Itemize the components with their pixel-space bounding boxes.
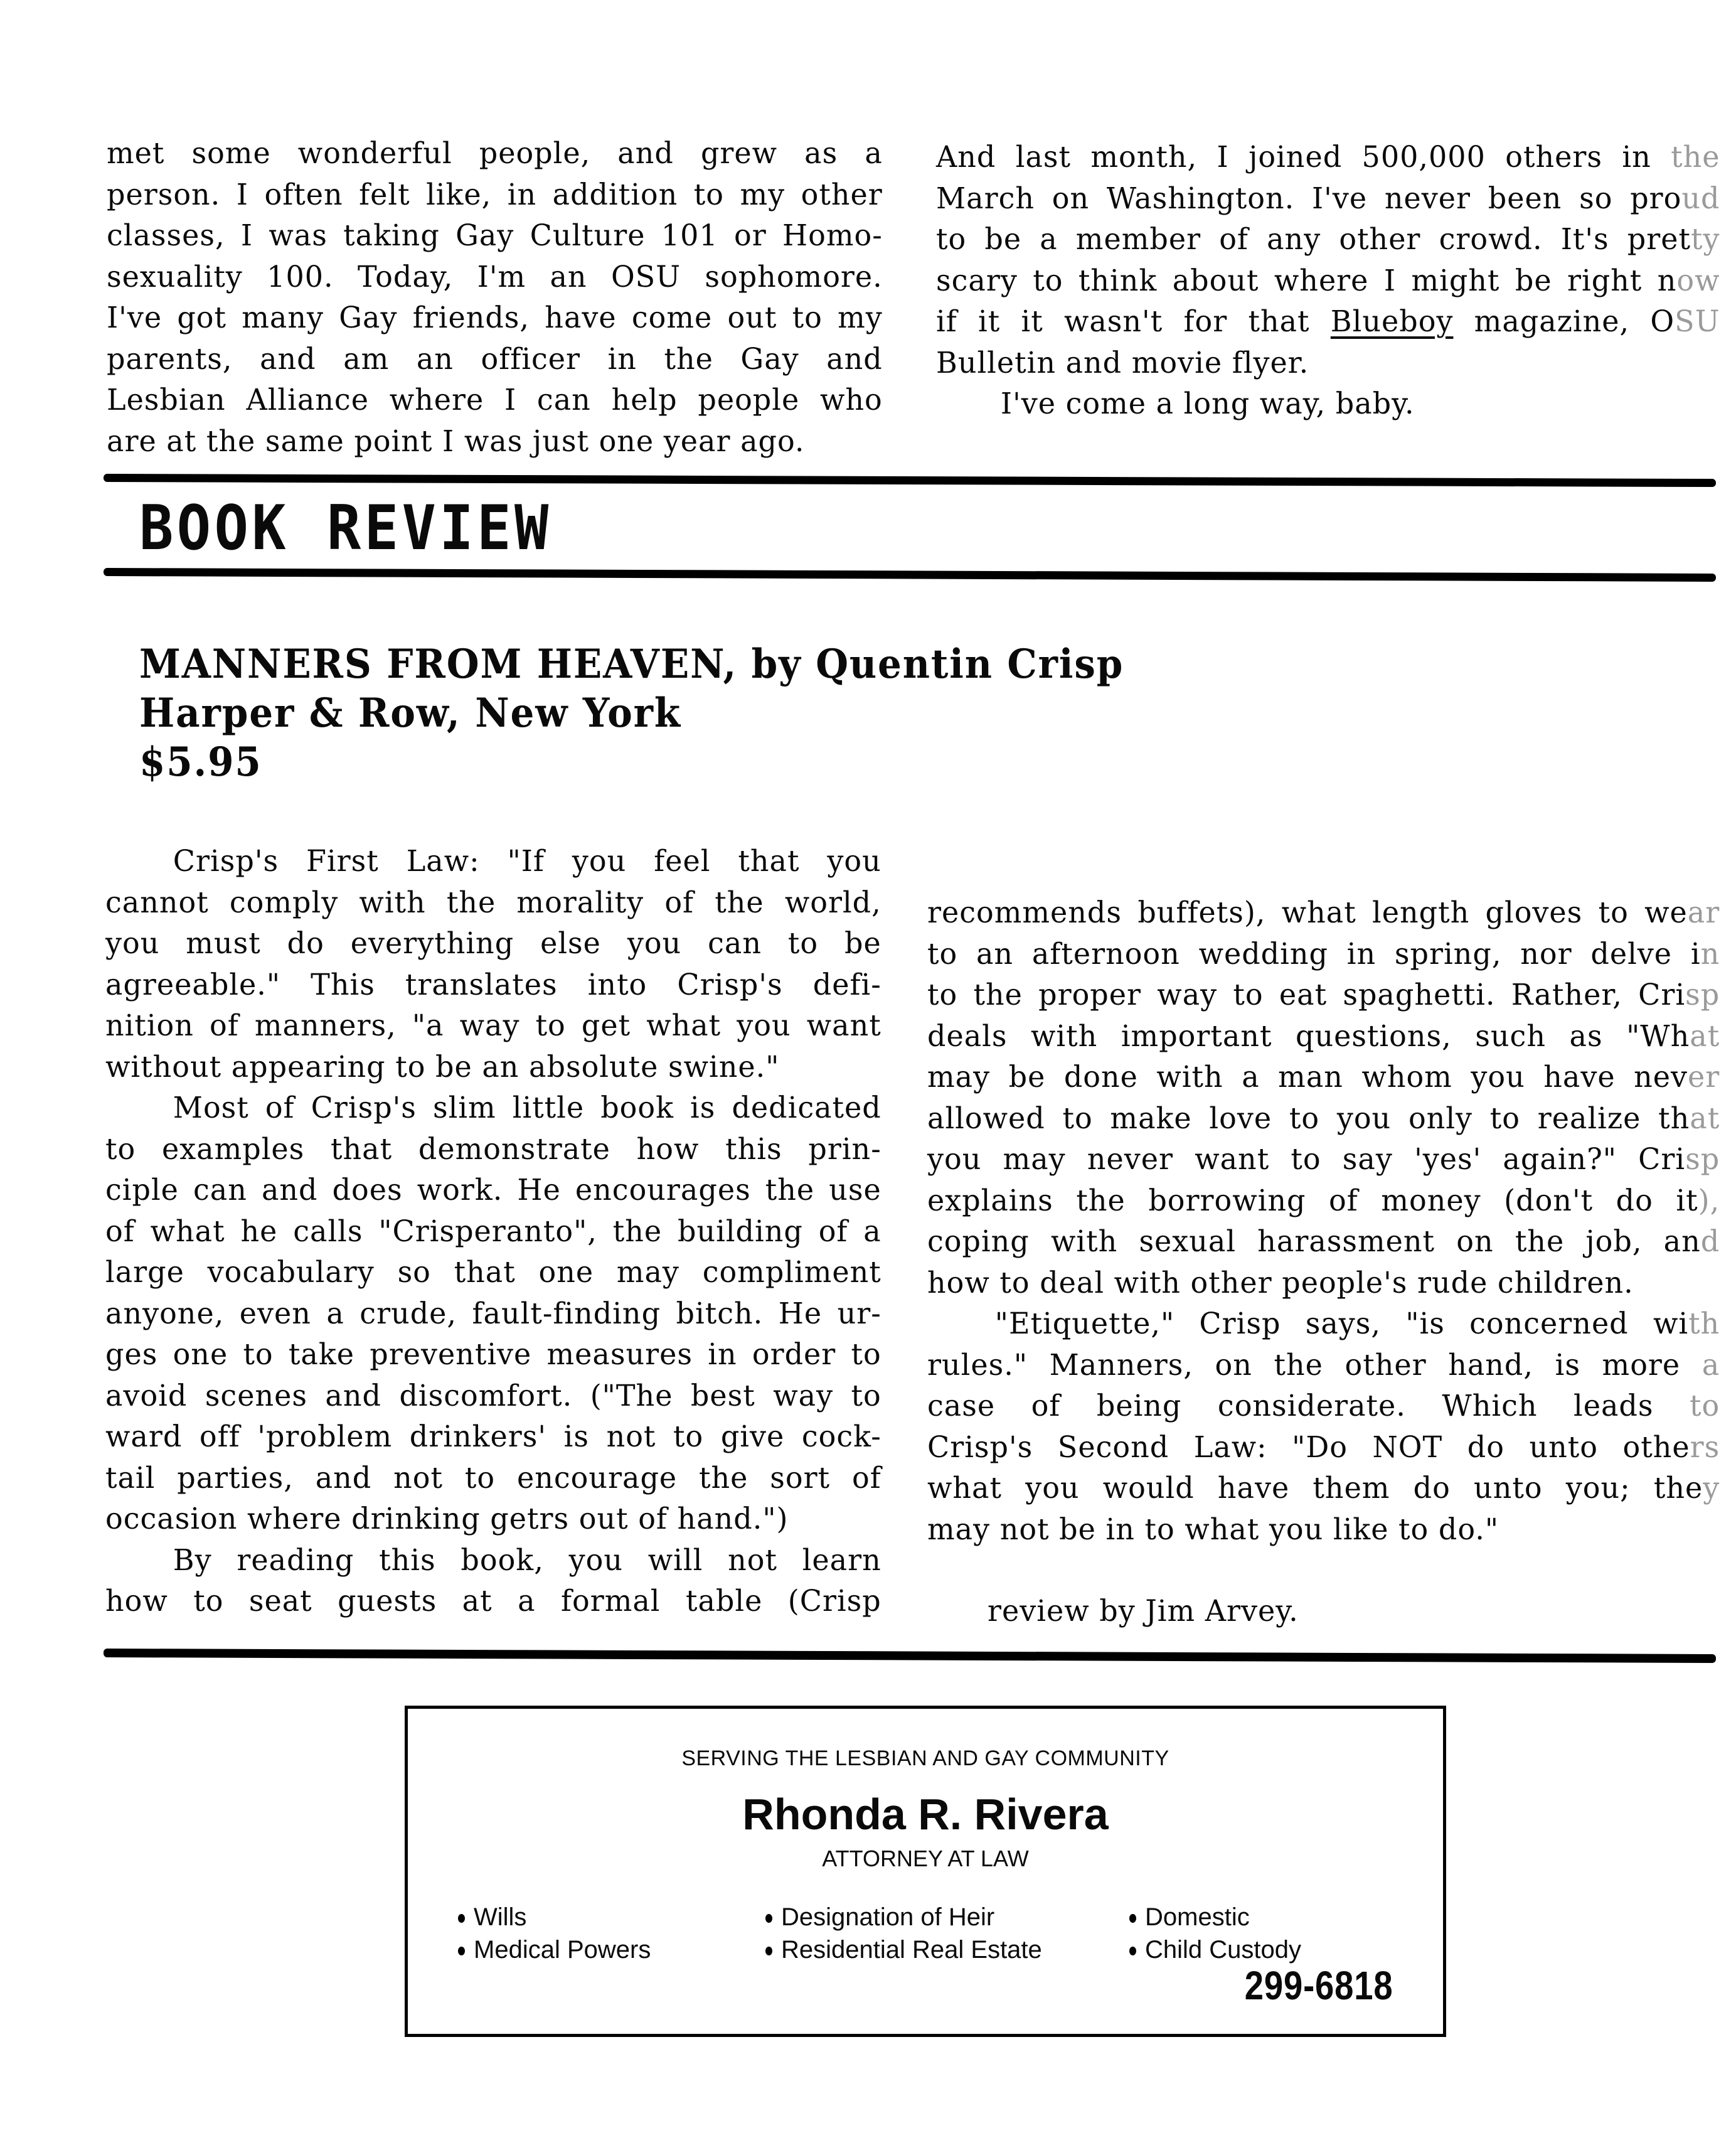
line-text: allowed to make love to you only to realize th [927, 1101, 1690, 1136]
text-line: avoid scenes and discomfort. ("The best way to [105, 1378, 881, 1413]
line-text: what you would have them do unto you; the [927, 1471, 1703, 1505]
closing-line: I've come a long way, baby. [1000, 387, 1415, 421]
continued-article-right-column [936, 137, 1720, 425]
text-line: cannot comply with the morality of the world, [105, 885, 881, 920]
underlined-title: Blueboy [1330, 304, 1454, 339]
ad-service-item: Designation of Heir [765, 1903, 994, 1932]
text-line: agreeable." This translates into Crisp's defi- [105, 967, 881, 1002]
bullet-dot-icon [1129, 1947, 1136, 1955]
bullet-dot-icon [765, 1947, 772, 1955]
ad-service-item: Wills [458, 1903, 526, 1932]
text-line [936, 219, 1720, 260]
line-text: Crisp's Second Law: "Do NOT do unto othe [927, 1430, 1690, 1465]
ad-phone-number: 299-6818 [1244, 1963, 1393, 2008]
text-line [936, 343, 1720, 384]
text-line: By reading this book, you will not learn [173, 1542, 881, 1578]
line-text: may be done with a man whom you have nev [927, 1060, 1688, 1094]
line-text: explains the borrowing of money (don't do it [927, 1183, 1698, 1218]
line-text: March on Washington. I've never been so pro [936, 181, 1682, 216]
review-paragraph [927, 892, 1720, 1303]
faded-edge-text: th [1688, 1307, 1720, 1341]
text-line [927, 1098, 1720, 1140]
text-line [927, 1468, 1720, 1509]
line-text: scary to think about where I might be right n [936, 263, 1677, 298]
text-line: without appearing to be an absolute swine." [105, 1049, 780, 1084]
text-line [927, 934, 1720, 975]
text-line: sexuality 100. Today, I'm an OSU sophomore. [107, 259, 883, 294]
book-price: $5.95 [139, 739, 262, 786]
continued-article-paragraph [936, 137, 1720, 383]
review-end-rule [104, 1649, 1716, 1663]
faded-edge-text: sp [1685, 978, 1720, 1012]
section-bottom-rule [104, 568, 1716, 582]
text-line [927, 975, 1720, 1016]
ad-attorney-role: ATTORNEY AT LAW [822, 1846, 1029, 1871]
text-line: of what he calls "Crisperanto", the building of a [105, 1214, 881, 1249]
text-line: ciple can and does work. He encourages the use [105, 1173, 881, 1207]
book-heading [139, 640, 1124, 787]
faded-edge-text: a [1701, 1347, 1720, 1382]
line-text: how to deal with other people's rude children. [927, 1265, 1634, 1300]
line-text: may not be in to what you like to do." [927, 1512, 1499, 1547]
text-line: ward off 'problem drinkers' is not to give cock- [105, 1419, 881, 1454]
faded-edge-text: SU [1675, 304, 1720, 339]
line-text: case of being considerate. Which leads [927, 1389, 1690, 1423]
book-title-author: MANNERS FROM HEAVEN, by Quentin Crisp [139, 641, 1124, 688]
faded-edge-text: ar [1687, 895, 1720, 930]
ad-service-item: Child Custody [1129, 1936, 1301, 1964]
line-text: to the proper way to eat spaghetti. Rather, Cri [927, 978, 1686, 1012]
review-paragraph [105, 841, 881, 1088]
text-line: to examples that demonstrate how this prin- [105, 1131, 881, 1167]
line-text: Bulletin and movie flyer. [936, 345, 1309, 380]
line-text: to an afternoon wedding in spring, nor delve i [927, 936, 1701, 971]
text-line: nition of manners, "a way to get what you want [105, 1008, 881, 1043]
ad-attorney-name: Rhonda R. Rivera [742, 1790, 1109, 1839]
text-line: met some wonderful people, and grew as a [107, 136, 883, 171]
text-line [927, 1221, 1720, 1263]
bullet-dot-icon [458, 1947, 465, 1955]
faded-edge-text: er [1687, 1060, 1720, 1094]
line-text: And last month, I joined 500,000 others in [936, 140, 1671, 174]
text-line [936, 137, 1720, 178]
line-text: deals with important questions, such as "Wh [927, 1018, 1690, 1054]
faded-edge-text: at [1690, 1101, 1720, 1136]
faded-edge-text: y [1703, 1471, 1720, 1505]
text-line [927, 892, 1720, 934]
faded-edge-text: ty [1690, 222, 1720, 257]
text-line: you must do everything else you can to be [105, 926, 881, 961]
review-right-column [927, 892, 1720, 1632]
faded-edge-text: the [1671, 140, 1720, 174]
text-line: I've got many Gay friends, have come out to my [107, 301, 883, 335]
text-line [927, 1180, 1720, 1222]
faded-edge-text: to [1690, 1389, 1720, 1423]
review-paragraph [927, 1303, 1720, 1550]
text-line: person. I often felt like, in addition to my other [107, 177, 883, 212]
bullet-dot-icon [765, 1914, 772, 1923]
ad-service-item: Domestic [1129, 1903, 1250, 1932]
text-line: Lesbian Alliance where I can help people who [107, 383, 883, 417]
faded-edge-text: d [1700, 1224, 1720, 1259]
text-line [927, 1345, 1720, 1386]
line-text: recommends buffets), what length gloves to we [927, 895, 1688, 930]
text-line [927, 1509, 1720, 1551]
text-line: are at the same point I was just one year ago. [107, 424, 805, 459]
faded-edge-text: sp [1685, 1142, 1720, 1177]
text-line: occasion where drinking getrs out of hand.") [105, 1502, 789, 1536]
line-text: "Etiquette," Crisp says, "is concerned wi [994, 1307, 1689, 1341]
review-byline: review by Jim Arvey. [988, 1594, 1299, 1628]
line-text: rules." Manners, on the other hand, is more [927, 1347, 1702, 1382]
review-paragraph [105, 1540, 881, 1622]
review-left-column [105, 841, 881, 1622]
review-paragraph [105, 1088, 881, 1540]
line-text: to be a member of any other crowd. It's pret [936, 222, 1691, 257]
line-text: if it it wasn't for that [936, 304, 1331, 339]
text-line [927, 1263, 1720, 1304]
line-text: coping with sexual harassment on the job, an [927, 1224, 1701, 1259]
continued-article-paragraph [107, 133, 883, 462]
faded-edge-text: ), [1698, 1183, 1720, 1218]
text-line: Most of Crisp's slim little book is dedicated [173, 1091, 881, 1125]
ad-tagline: SERVING THE LESBIAN AND GAY COMMUNITY [681, 1746, 1169, 1770]
section-top-rule [104, 474, 1716, 487]
text-line [927, 1139, 1720, 1180]
book-publisher: Harper & Row, New York [139, 690, 681, 737]
text-line: how to seat guests at a formal table (Crisp [105, 1584, 881, 1618]
text-line [936, 260, 1720, 302]
line-text: magazine, O [1453, 304, 1675, 339]
text-line [927, 1057, 1720, 1098]
attorney-advertisement [405, 1706, 1446, 2037]
text-line: tail parties, and not to encourage the sort of [105, 1460, 881, 1495]
faded-edge-text: rs [1690, 1430, 1720, 1465]
bullet-dot-icon [1129, 1914, 1136, 1923]
faded-edge-text: at [1690, 1018, 1720, 1054]
text-line: anyone, even a crude, fault-finding bitch. He ur- [105, 1296, 881, 1331]
text-line: large vocabulary so that one may compliment [105, 1255, 881, 1290]
text-line: parents, and am an officer in the Gay and [107, 341, 883, 377]
text-line [936, 178, 1720, 220]
section-title: BOOK REVIEW [139, 493, 552, 564]
text-line [927, 1303, 1720, 1345]
faded-edge-text: ow [1676, 263, 1720, 298]
continued-article-left-column [107, 133, 883, 462]
text-line [936, 301, 1720, 343]
bullet-dot-icon [458, 1914, 465, 1923]
line-text: you may never want to say 'yes' again?" Cri [927, 1142, 1686, 1177]
ad-service-item: Residential Real Estate [765, 1936, 1042, 1964]
text-line [927, 1427, 1720, 1468]
text-line: classes, I was taking Gay Culture 101 or Homo- [107, 218, 883, 253]
text-line: Crisp's First Law: "If you feel that you [173, 844, 881, 879]
text-line [927, 1016, 1720, 1057]
faded-edge-text: n [1700, 936, 1720, 971]
faded-edge-text: ud [1681, 181, 1720, 216]
ad-service-item: Medical Powers [458, 1936, 651, 1964]
text-line: ges one to take preventive measures in order to [105, 1337, 881, 1372]
text-line [927, 1386, 1720, 1427]
